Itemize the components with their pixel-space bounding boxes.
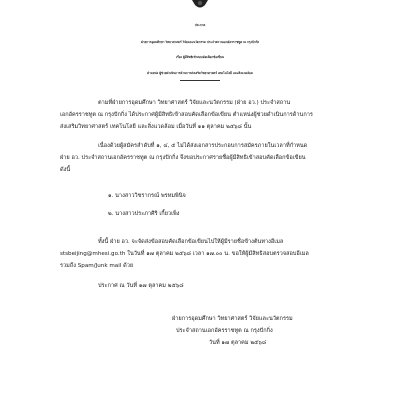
paragraph2-line1: เนื่องด้วยผู้สมัครลำดับที่ ๑, ๔, ๕ ไม่ได้ส่งเอกสารประกอบการสมัครภายในเวลาที่กำหนด [98,143,308,149]
paragraph1-line2: เอกอัครราชทูต ณ กรุงปักกิ่ง ได้ประกาศผู้มีสิทธิเข้าสอบคัดเลือกข้อเขียน ตำแหน่งผู้ช่วยดำเนินการด้านการ [60,112,313,118]
paragraph3-line2: stsbeijing@mhesi.go.th ในวันที่ ๑๗ ตุลาคม ๒๕๖๘ เวลา ๑๗.๐๐ น. ขอให้ผู้มีสิทธิสอบตรวจสอบอีเมล [60,251,309,257]
garuda-emblem-icon [190,0,210,10]
announcement-heading: ประกาศ [194,23,206,27]
paragraph1-line3: ส่งเสริมวิทยาศาสตร์ เทคโนโลยี และสิ่งแวดล้อม เมื่อวันที่ ๑๑ ตุลาคม ๒๕๖๘ นั้น [60,124,252,130]
organization-line: ฝ่ายการอุดมศึกษา วิทยาศาสตร์ วิจัยและนวัตกรรม ประจำสถานเอกอัครราชทูต ณ กรุงปักกิ่ง [141,40,259,44]
signature-line3: วันที่ ๑๗ ตุลาคม ๒๕๖๘ [209,340,267,346]
paragraph3-line3: รวมถึง Spam/Junk mail ด้วย [60,263,134,269]
paragraph2-line2: ฝ่าย อว. ประจำสถานเอกอัครราชทูต ณ กรุงปักกิ่ง จึงขอประกาศรายชื่อผู้มีสิทธิเข้าสอบคัดเลือกข้อเขียน [60,155,306,161]
signature-line1: ฝ่ายการอุดมศึกษา วิทยาศาสตร์ วิจัยและนวัตกรรม [172,316,293,322]
candidate-item: ๑. นางสาววิชรากรณ์ พรหมพินิจ [108,193,186,199]
paragraph2-line3: ดังนี้ [60,167,71,173]
position-line: ตำแหน่ง ผู้ช่วยดำเนินการด้านการส่งเสริมวิทยาศาสตร์ เทคโนโลยี และสิ่งแวดล้อม [147,71,253,75]
candidate-item: ๒. นางสาวประภาศิริ เกี้ยวเพ็ง [108,211,180,217]
paragraph1-line1: ตามที่ฝ่ายการอุดมศึกษา วิทยาศาสตร์ วิจัยและนวัตกรรม (ฝ่าย อว.) ประจำสถาน [98,100,291,106]
subject-line: เรื่อง ผู้มีสิทธิเข้าสอบคัดเลือกข้อเขียน [176,55,224,59]
heading-divider [180,80,220,81]
paragraph3-line1: ทั้งนี้ ฝ่าย อว. จะจัดส่งข้อสอบคัดเลือกข้อเขียนไปให้ผู้มีรายชื่อข้างต้นทางอีเมล [98,239,284,245]
issued-date-line: ประกาศ ณ วันที่ ๑๗ ตุลาคม ๒๕๖๘ [98,283,184,289]
signature-line2: ประจำสถานเอกอัครราชทูต ณ กรุงปักกิ่ง [176,328,273,334]
